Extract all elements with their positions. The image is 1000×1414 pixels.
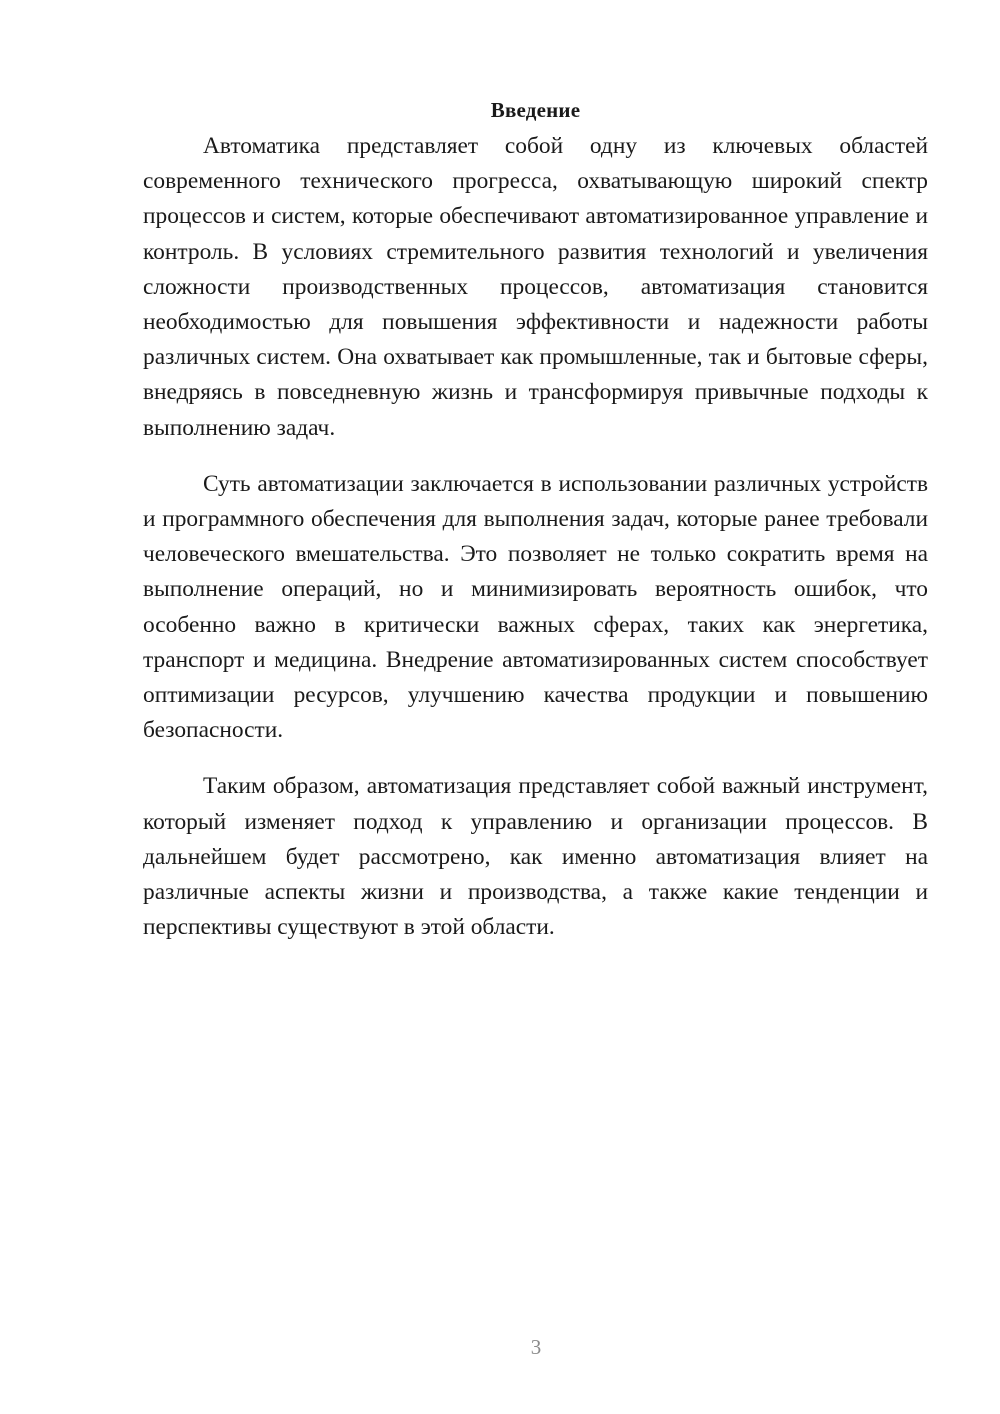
paragraph-1: Автоматика представляет собой одну из ключевых областей современного технического прогресса, охватывающую широкий спектр процессов и систем, которые обеспечивают автоматизированное управление и контроль. В условиях стремительного развития технологий и увеличения сложности производственных процессов, автоматизация становится необходимостью для повышения эффективности и надежности работы различных систем. Она охватывает как промышленные, так и бытовые сферы, внедряясь в повседневную жизнь и трансформируя привычные подходы к выполнению задач. [143,133,928,441]
page-number: 3 [530,1335,542,1359]
paragraph-2: Суть автоматизации заключается в использовании различных устройств и программного обеспечения для выполнения задач, которые ранее требовали человеческого вмешательства. Это позволяет не только сократить время на выполнение операций, но и минимизировать вероятность ошибок, что особенно важно в критически важных сферах, таких как энергетика, транспорт и медицина. Внедрение автоматизированных систем способствует оптимизации ресурсов, улучшению качества продукции и повышению безопасности. [143,470,928,744]
section-heading: Введение [490,98,581,122]
paragraph-3: Таким образом, автоматизация представляет собой важный инструмент, который изменяет подход к управлению и организации процессов. В дальнейшем будет рассмотрено, как именно автоматизация влияет на различные аспекты жизни и производства, а также какие тенденции и перспективы существуют в этой области. [143,773,928,941]
page-content [143,95,928,966]
